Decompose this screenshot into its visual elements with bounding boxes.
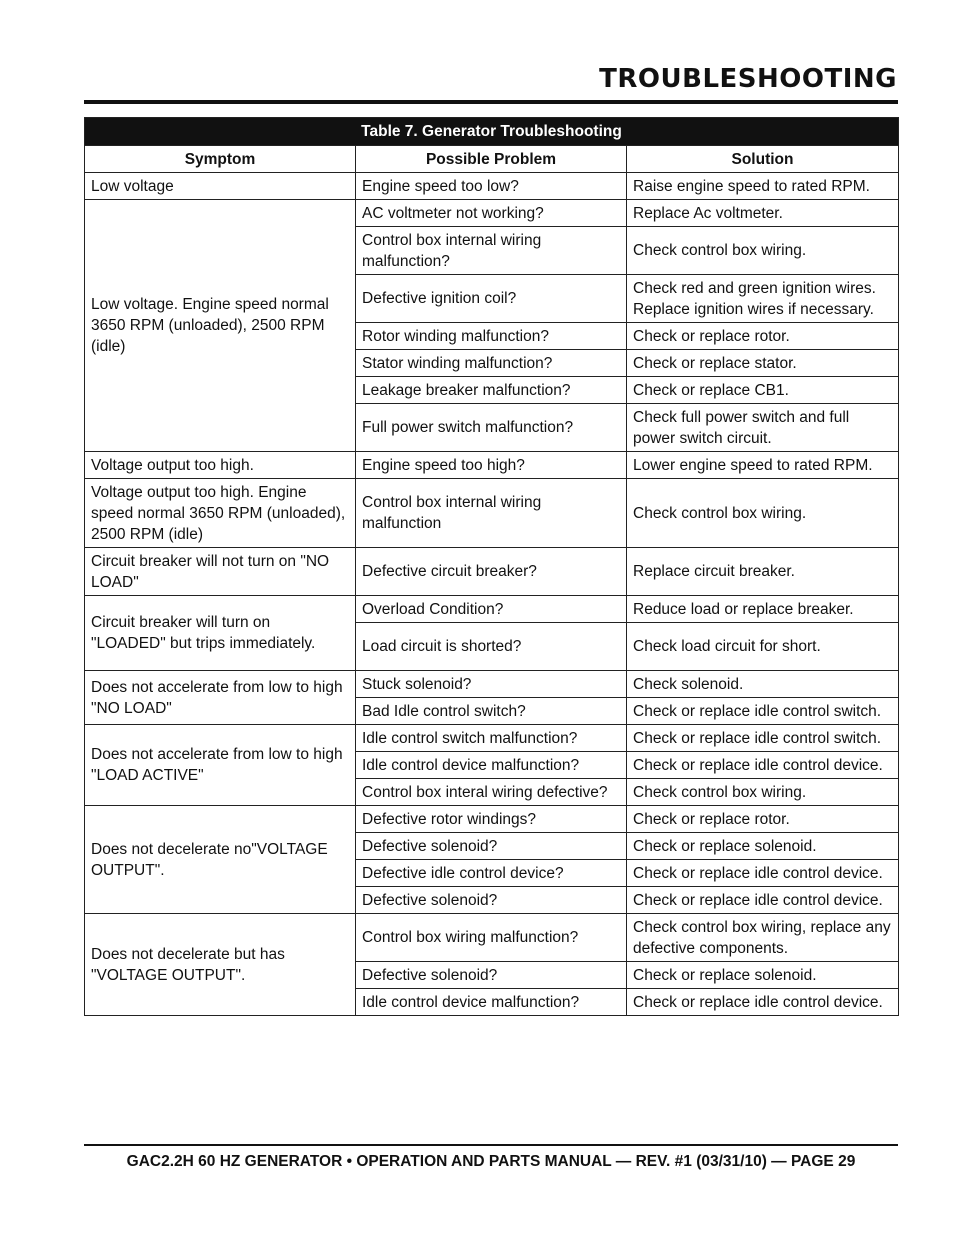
table-row xyxy=(85,452,899,479)
solution-cell: Check or replace stator. xyxy=(627,350,899,377)
table-row xyxy=(85,914,899,962)
problem-cell: Control box internal wiring malfunction xyxy=(356,479,627,548)
problem-cell: Defective idle control device? xyxy=(356,860,627,887)
solution-cell: Check solenoid. xyxy=(627,671,899,698)
solution-cell: Check or replace rotor. xyxy=(627,806,899,833)
table-row xyxy=(85,548,899,596)
symptom-cell: Low voltage. Engine speed normal 3650 RPM (unloaded), 2500 RPM (idle) xyxy=(85,200,356,452)
solution-cell: Check or replace idle control switch. xyxy=(627,725,899,752)
solution-cell: Check or replace solenoid. xyxy=(627,962,899,989)
footer-rule xyxy=(84,1144,898,1146)
troubleshooting-table xyxy=(84,117,899,1016)
problem-cell: Control box interal wiring defective? xyxy=(356,779,627,806)
table-row xyxy=(85,173,899,200)
page-title: TROUBLESHOOTING xyxy=(599,64,897,94)
table-row xyxy=(85,806,899,833)
problem-cell: Bad Idle control switch? xyxy=(356,698,627,725)
solution-cell: Lower engine speed to rated RPM. xyxy=(627,452,899,479)
column-header-solution: Solution xyxy=(627,146,899,173)
symptom-cell: Circuit breaker will not turn on "NO LOAD" xyxy=(85,548,356,596)
solution-cell: Check full power switch and full power switch circuit. xyxy=(627,404,899,452)
solution-cell: Check or replace idle control device. xyxy=(627,887,899,914)
symptom-cell: Low voltage xyxy=(85,173,356,200)
problem-cell: Control box internal wiring malfunction? xyxy=(356,227,627,275)
solution-cell: Check or replace CB1. xyxy=(627,377,899,404)
problem-cell: Engine speed too low? xyxy=(356,173,627,200)
problem-cell: Idle control device malfunction? xyxy=(356,989,627,1016)
symptom-cell: Does not accelerate from low to high "LOAD ACTIVE" xyxy=(85,725,356,806)
problem-cell: Defective ignition coil? xyxy=(356,275,627,323)
solution-cell: Check control box wiring. xyxy=(627,227,899,275)
problem-cell: Load circuit is shorted? xyxy=(356,623,627,671)
problem-cell: Defective rotor windings? xyxy=(356,806,627,833)
solution-cell: Check or replace rotor. xyxy=(627,323,899,350)
solution-cell: Check or replace idle control switch. xyxy=(627,698,899,725)
solution-cell: Check or replace idle control device. xyxy=(627,989,899,1016)
problem-cell: Defective solenoid? xyxy=(356,833,627,860)
problem-cell: Idle control device malfunction? xyxy=(356,752,627,779)
solution-cell: Replace circuit breaker. xyxy=(627,548,899,596)
solution-cell: Check red and green ignition wires. Replace ignition wires if necessary. xyxy=(627,275,899,323)
symptom-cell: Does not accelerate from low to high "NO LOAD" xyxy=(85,671,356,725)
solution-cell: Replace Ac voltmeter. xyxy=(627,200,899,227)
problem-cell: Defective solenoid? xyxy=(356,887,627,914)
symptom-cell: Does not decelerate no"VOLTAGE OUTPUT". xyxy=(85,806,356,914)
solution-cell: Raise engine speed to rated RPM. xyxy=(627,173,899,200)
table-row xyxy=(85,596,899,623)
title-rule xyxy=(84,100,898,104)
page-footer: GAC2.2H 60 HZ GENERATOR • OPERATION AND PARTS MANUAL — REV. #1 (03/31/10) — PAGE 29 xyxy=(126,1153,856,1170)
problem-cell: Rotor winding malfunction? xyxy=(356,323,627,350)
problem-cell: Leakage breaker malfunction? xyxy=(356,377,627,404)
problem-cell: Idle control switch malfunction? xyxy=(356,725,627,752)
column-header-symptom: Symptom xyxy=(85,146,356,173)
solution-cell: Check or replace idle control device. xyxy=(627,860,899,887)
problem-cell: Full power switch malfunction? xyxy=(356,404,627,452)
problem-cell: AC voltmeter not working? xyxy=(356,200,627,227)
problem-cell: Stuck solenoid? xyxy=(356,671,627,698)
table-row xyxy=(85,200,899,227)
solution-cell: Check control box wiring. xyxy=(627,479,899,548)
symptom-cell: Voltage output too high. Engine speed normal 3650 RPM (unloaded), 2500 RPM (idle) xyxy=(85,479,356,548)
column-header-problem: Possible Problem xyxy=(356,146,627,173)
symptom-cell: Circuit breaker will turn on "LOADED" but trips immediately. xyxy=(85,596,356,671)
table-row xyxy=(85,671,899,698)
table-caption: Table 7. Generator Troubleshooting xyxy=(85,118,899,146)
symptom-cell: Voltage output too high. xyxy=(85,452,356,479)
table-row xyxy=(85,479,899,548)
problem-cell: Engine speed too high? xyxy=(356,452,627,479)
problem-cell: Stator winding malfunction? xyxy=(356,350,627,377)
symptom-cell: Does not decelerate but has "VOLTAGE OUTPUT". xyxy=(85,914,356,1016)
table-row xyxy=(85,725,899,752)
table-body xyxy=(85,173,899,1016)
solution-cell: Reduce load or replace breaker. xyxy=(627,596,899,623)
problem-cell: Defective solenoid? xyxy=(356,962,627,989)
solution-cell: Check control box wiring. xyxy=(627,779,899,806)
solution-cell: Check control box wiring, replace any defective components. xyxy=(627,914,899,962)
problem-cell: Control box wiring malfunction? xyxy=(356,914,627,962)
solution-cell: Check or replace idle control device. xyxy=(627,752,899,779)
solution-cell: Check load circuit for short. xyxy=(627,623,899,671)
problem-cell: Overload Condition? xyxy=(356,596,627,623)
solution-cell: Check or replace solenoid. xyxy=(627,833,899,860)
problem-cell: Defective circuit breaker? xyxy=(356,548,627,596)
